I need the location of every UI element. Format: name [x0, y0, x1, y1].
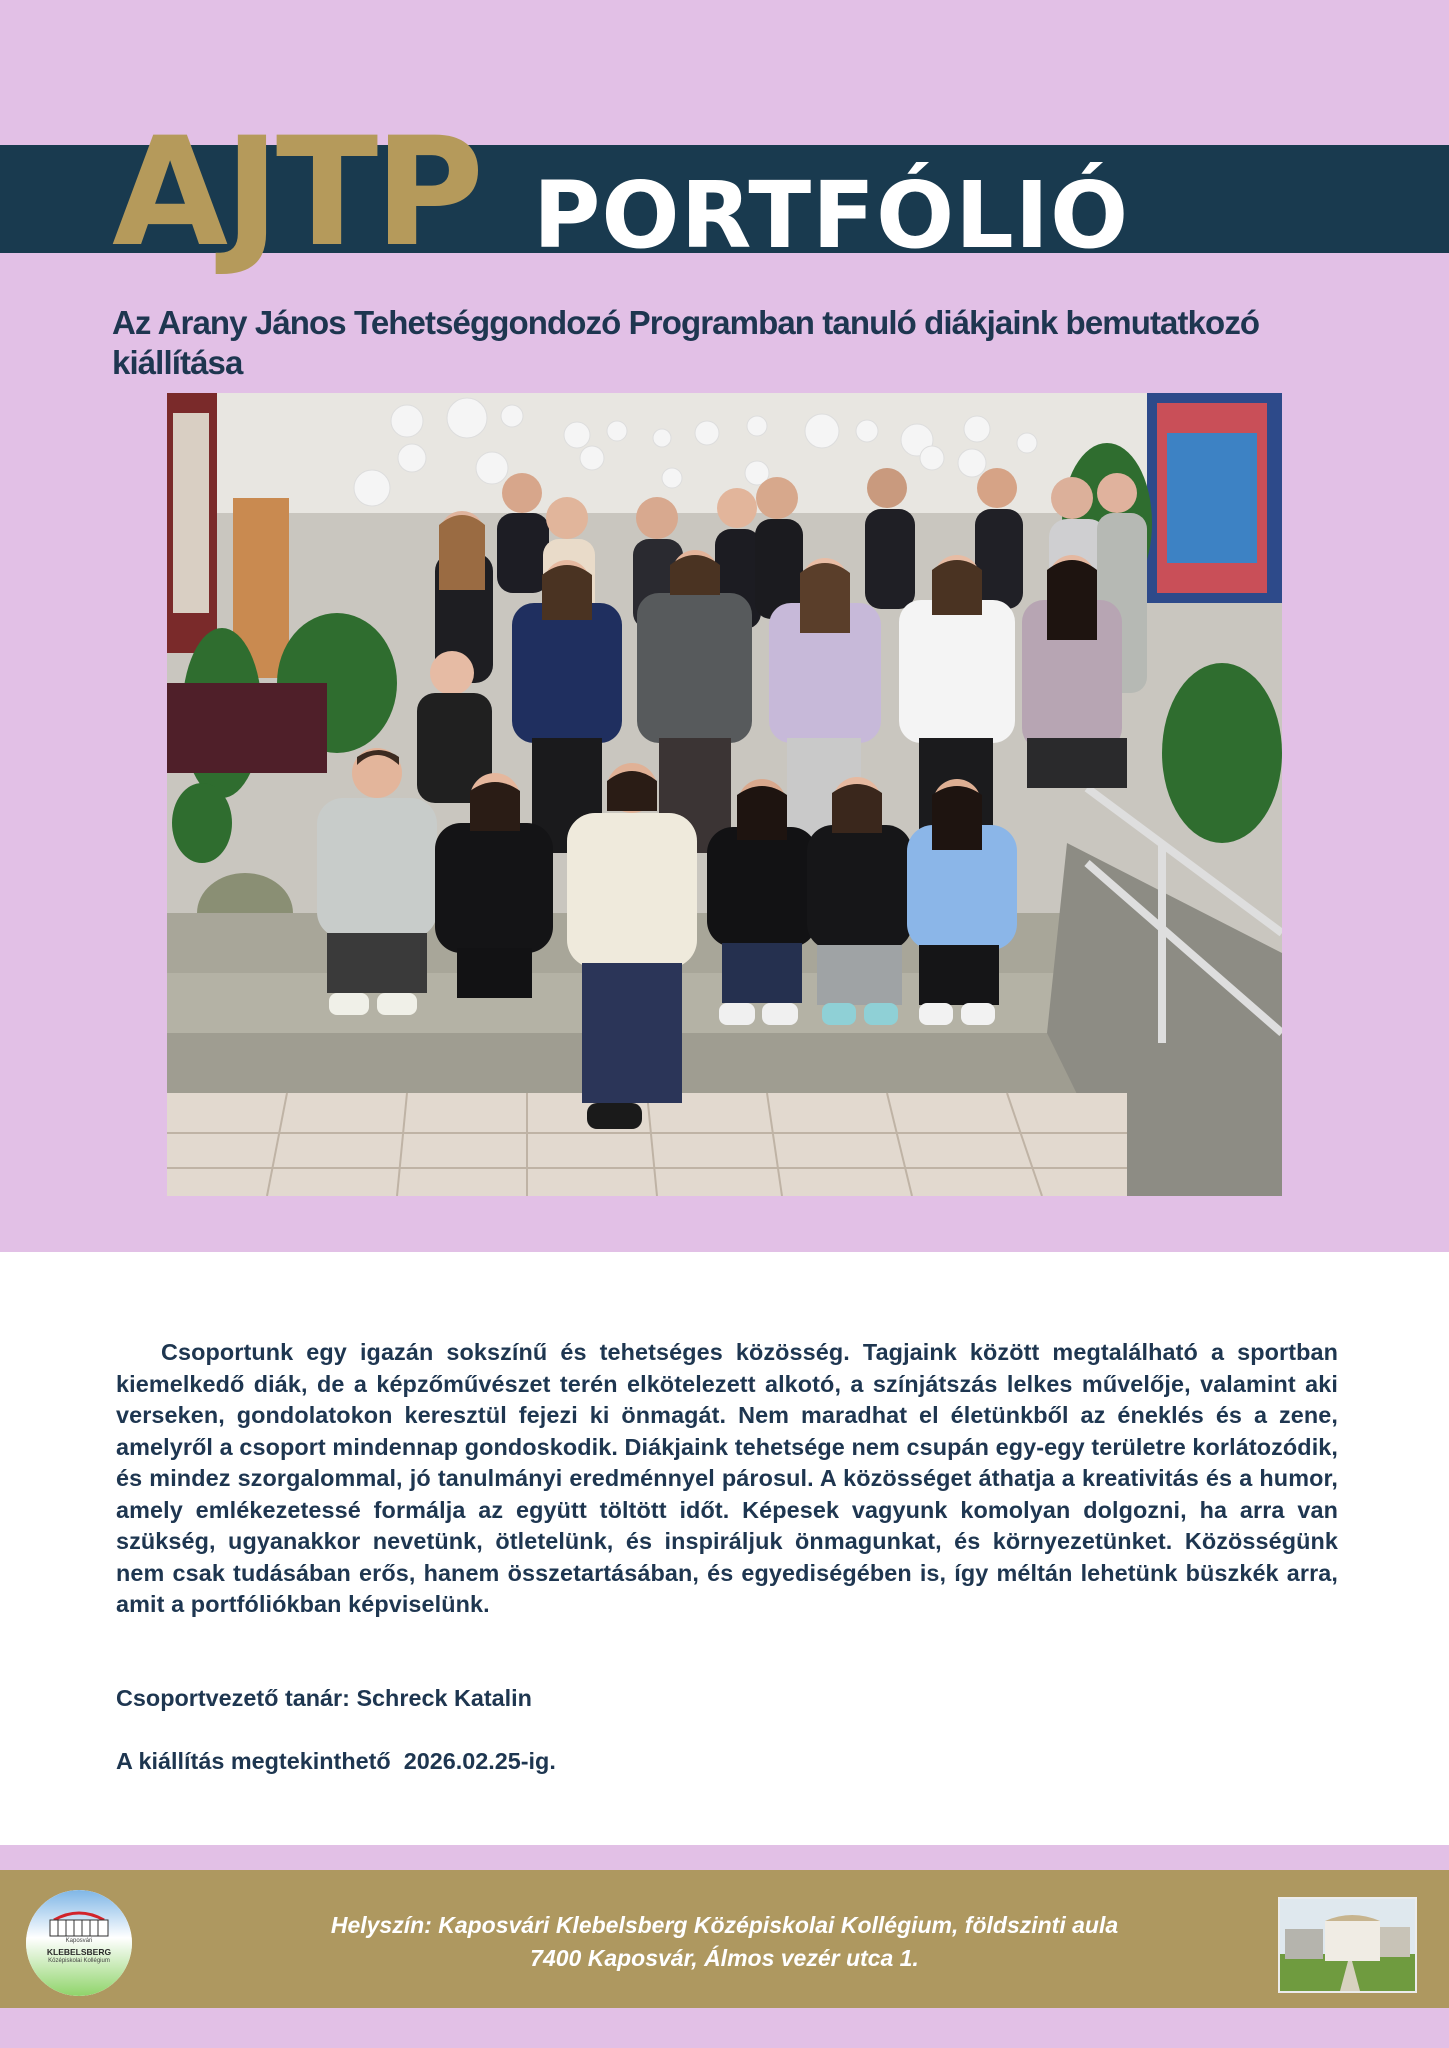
- portfolio-title: PORTFÓLIÓ: [533, 162, 1130, 269]
- description-paragraph: [116, 1337, 1338, 1621]
- exhibition-date: A kiállítás megtekinthető 2026.02.25-ig.: [116, 1748, 556, 1774]
- ajtp-title: AJTP: [112, 106, 481, 280]
- logo-text-type: Középiskolai Kollégium: [48, 1958, 110, 1964]
- address-line-2: 7400 Kaposvár, Álmos vezér utca 1.: [530, 1945, 919, 1971]
- group-leader: Csoportvezető tanár: Schreck Katalin: [116, 1685, 532, 1711]
- description-text: Csoportunk egy igazán sokszínű és tehetséges közösség. Tagjaink között megtalálható a sportban kiemelkedő diák, de a képzőművészet terén elkötelezett alkotó, a színjátszás lelkes művelője, valamint aki verseken, gondolatokon keresztül fejezi ki önmagát. Nem maradhat el életünkből az éneklés és a zene, amelyről a csoport mindennap gondoskodik. Diákjaink tehetsége nem csupán egy-egy területre korlátozódik, és mindez szorgalommal, jó tanulmányi eredménnyel párosul. A közösséget áthatja a kreativitás és a humor, amely emlékezetessé formálja az együtt töltött időt. Képesek vagyunk komolyan dolgozni, ha arra van szükség, ugyanakkor nevetünk, ötletelünk, és inspiráljuk önmagunkat, és környezetünket. Közösségünk nem csak tudásában erős, hanem összetartásában, és egyediségében is, így méltán lehetünk büszkék arra, amit a portfóliókban képviselünk.: [116, 1339, 1338, 1617]
- address-line-1: Helyszín: Kaposvári Klebelsberg Középiskolai Kollégium, földszinti aula: [330, 1912, 1119, 1938]
- klebelsberg-logo: [26, 1890, 132, 1996]
- logo-text-name: KLEBELSBERG: [46, 1947, 112, 1957]
- venue-address: [240, 1909, 1209, 1975]
- subtitle: Az Arany János Tehetséggondozó Programban tanuló diákjaink bemutatkozó kiállítása: [112, 304, 1260, 381]
- group-photo: [167, 393, 1282, 1196]
- logo-text-city: Kaposvári: [65, 1938, 93, 1944]
- building-photo: [1278, 1897, 1417, 1993]
